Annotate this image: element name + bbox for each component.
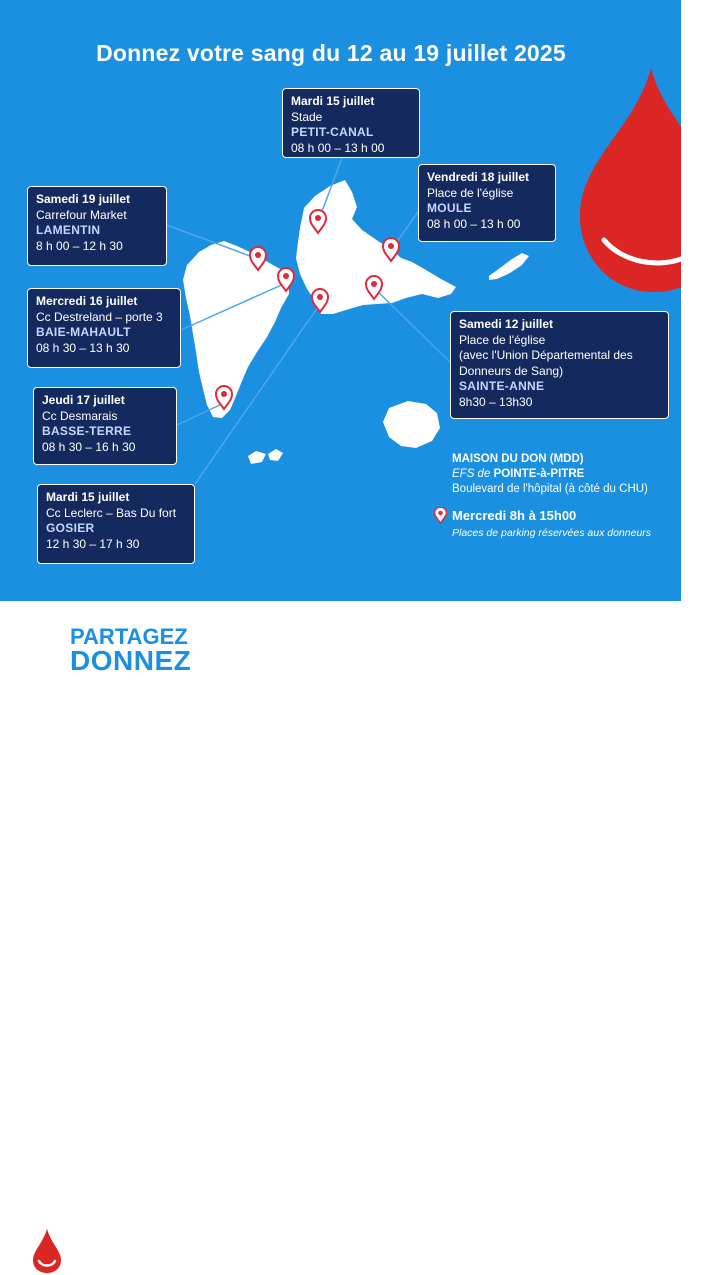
blood-drop-icon — [580, 68, 681, 292]
island-marie-galante — [383, 401, 440, 448]
event-place: Cc Desmarais — [42, 408, 118, 423]
island-desirade — [489, 253, 529, 280]
mdd-parking-note: Places de parking réservées aux donneurs — [452, 527, 652, 539]
event-town: PETIT-CANAL — [291, 125, 374, 139]
event-card-gosier — [37, 484, 195, 564]
brand-line-2: DONNEZ — [70, 645, 192, 676]
brand-line-1: PARTAGEZ — [70, 624, 188, 649]
maison-du-don-info — [452, 452, 651, 541]
event-town: GOSIER — [46, 521, 95, 535]
event-hours: 8 h 00 – 12 h 30 — [36, 238, 123, 253]
event-date: Mercredi 16 juillet — [36, 294, 138, 308]
event-place: Carrefour Market — [36, 207, 127, 222]
event-town: BASSE-TERRE — [42, 424, 132, 438]
event-date: Mardi 15 juillet — [291, 94, 375, 108]
brand-logo — [70, 626, 191, 675]
brand-drop-icon — [30, 1227, 64, 1275]
leader-line — [374, 288, 450, 362]
event-date: Mardi 15 juillet — [46, 490, 130, 504]
map-pin-icon — [434, 507, 447, 524]
event-card-petit-canal — [282, 88, 420, 158]
island-basse-terre — [183, 241, 289, 418]
event-card-lamentin — [27, 186, 167, 266]
event-place: Cc Destreland – porte 3 — [36, 309, 163, 324]
event-place: Place de l'église — [459, 332, 546, 347]
event-card-moule — [418, 164, 556, 242]
event-town: SAINTE-ANNE — [459, 379, 545, 393]
mdd-address: Boulevard de l'hôpital (à côté du CHU) — [452, 483, 648, 495]
event-hours: 08 h 30 – 16 h 30 — [42, 439, 136, 454]
event-town: LAMENTIN — [36, 223, 101, 237]
event-hours: 08 h 00 – 13 h 00 — [291, 140, 385, 155]
event-place: Stade — [291, 109, 323, 124]
event-hours: 12 h 30 – 17 h 30 — [46, 536, 140, 551]
page-title: Donnez votre sang du 12 au 19 juillet 2025 — [96, 40, 566, 66]
event-hours: 08 h 30 – 13 h 30 — [36, 340, 130, 355]
event-date: Vendredi 18 juillet — [427, 170, 530, 184]
event-place-line-3: Donneurs de Sang) — [459, 363, 564, 378]
event-place-line-2: (avec l'Union Départemental des — [459, 348, 633, 362]
event-card-sainte-anne — [450, 311, 669, 419]
event-town: MOULE — [427, 201, 472, 215]
event-date: Samedi 19 juillet — [36, 192, 131, 206]
island-les-saintes — [248, 449, 283, 464]
mdd-title: MAISON DU DON (MDD) — [452, 453, 584, 465]
poster — [0, 0, 681, 601]
mdd-efs-city: POINTE-à-PITRE — [493, 468, 585, 480]
event-card-baie-mahault — [27, 288, 181, 368]
event-place: Cc Leclerc – Bas Du fort — [46, 505, 177, 520]
event-card-basse-terre — [33, 387, 177, 465]
mdd-efs-prefix: EFS de — [452, 468, 494, 480]
mdd-schedule: Mercredi 8h à 15h00 — [452, 508, 577, 523]
event-date: Jeudi 17 juillet — [42, 393, 125, 407]
event-hours: 8h30 – 13h30 — [459, 394, 533, 409]
mdd-efs — [452, 467, 651, 482]
event-date: Samedi 12 juillet — [459, 317, 554, 331]
event-place: Place de l'église — [427, 185, 514, 200]
event-hours: 08 h 00 – 13 h 00 — [427, 216, 521, 231]
event-town: BAIE-MAHAULT — [36, 325, 131, 339]
mdd-schedule-row — [452, 507, 651, 524]
